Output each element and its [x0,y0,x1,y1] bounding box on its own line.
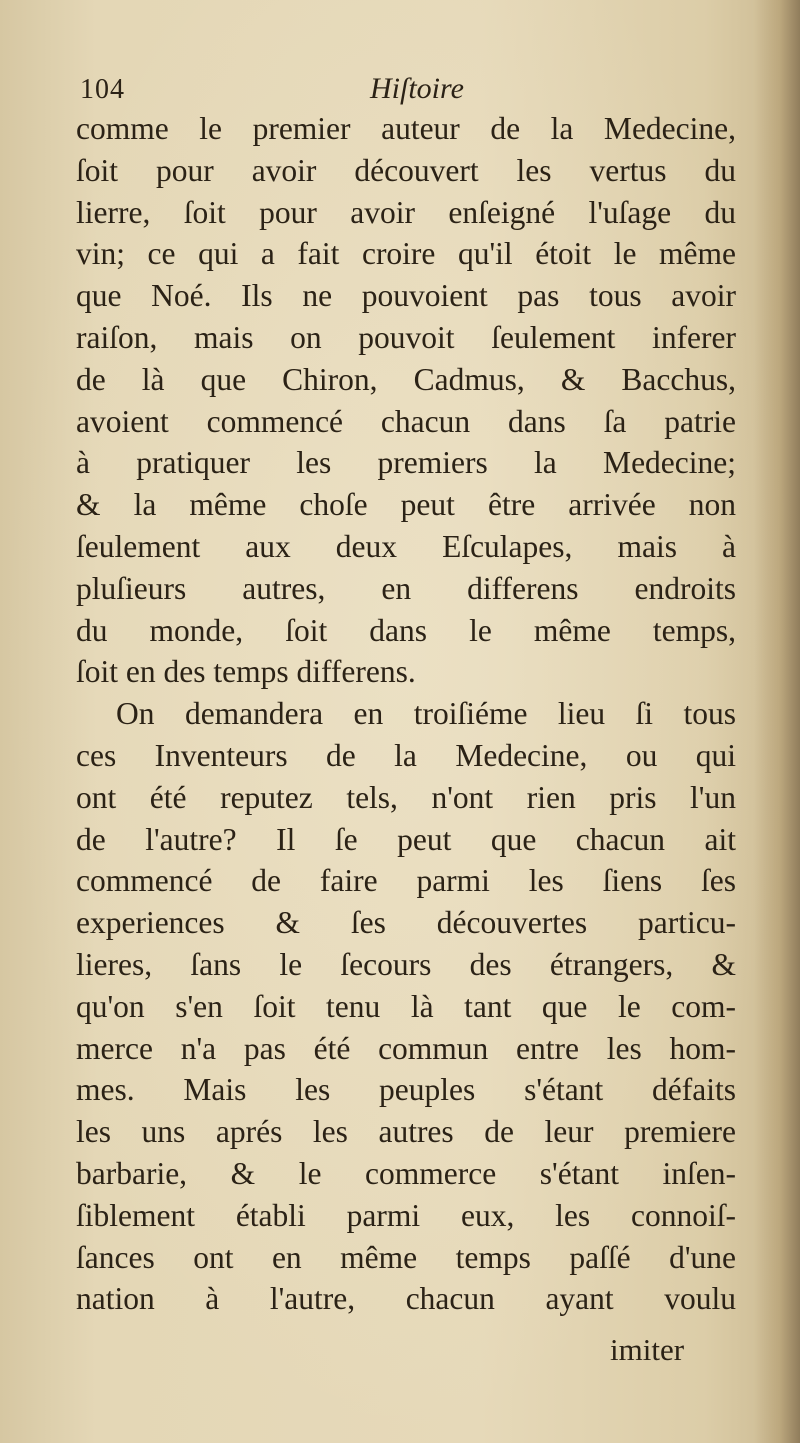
text-line: & la même choſe peut être arrivée non [76,487,736,523]
text-line: commencé de faire parmi les ſiens ſes [76,863,736,899]
text-line: ſoit pour avoir découvert les vertus du [76,152,736,188]
text-line: ſeulement aux deux Eſculapes, mais à [76,528,736,564]
text-line: experiences & ſes découvertes particu- [76,905,736,941]
text-line-paragraph-start: On demandera en troiſiéme lieu ſi tous [116,696,736,732]
page-header [80,74,730,110]
text-line: raiſon, mais on pouvoit ſeulement inferer [76,319,736,355]
text-line: lierre, ſoit pour avoir enſeigné l'uſage du [76,194,736,230]
text-line: les uns aprés les autres de leur premiere [76,1114,736,1150]
text-line: de l'autre? Il ſe peut que chacun ait [76,821,736,857]
text-line: nation à l'autre, chacun ayant voulu [76,1281,736,1317]
text-line: de là que Chiron, Cadmus, & Bacchus, [76,361,736,397]
text-line: pluſieurs autres, en differens endroits [76,570,736,606]
text-line: ces Inventeurs de la Medecine, ou qui [76,737,736,773]
running-head: Hiſtoire [370,72,464,105]
text-line: ſances ont en même temps paſſé d'une [76,1239,736,1275]
text-line: merce n'a pas été commun entre les hom- [76,1030,736,1066]
body-text [76,108,736,1320]
text-line: mes. Mais les peuples s'étant défaits [76,1072,736,1108]
catchword: imiter [610,1332,685,1367]
page-number: 104 [80,74,125,105]
text-line: lieres, ſans le ſecours des étrangers, & [76,946,736,982]
text-line-paragraph-end: ſoit en des temps differens. [76,654,416,690]
text-line: barbarie, & le commerce s'étant inſen- [76,1155,736,1191]
page-gutter-shadow [754,0,800,1443]
text-line: à pratiquer les premiers la Medecine; [76,445,736,481]
text-line: du monde, ſoit dans le même temps, [76,612,736,648]
text-line: comme le premier auteur de la Medecine, [76,111,736,146]
text-line: qu'on s'en ſoit tenu là tant que le com- [76,988,736,1024]
text-line: vin; ce qui a fait croire qu'il étoit le même [76,236,736,272]
text-line: avoient commencé chacun dans ſa patrie [76,403,736,439]
text-line: ont été reputez tels, n'ont rien pris l'un [76,779,736,815]
text-line: que Noé. Ils ne pouvoient pas tous avoir [76,278,736,314]
text-line: ſiblement établi parmi eux, les connoiſ- [76,1197,736,1233]
